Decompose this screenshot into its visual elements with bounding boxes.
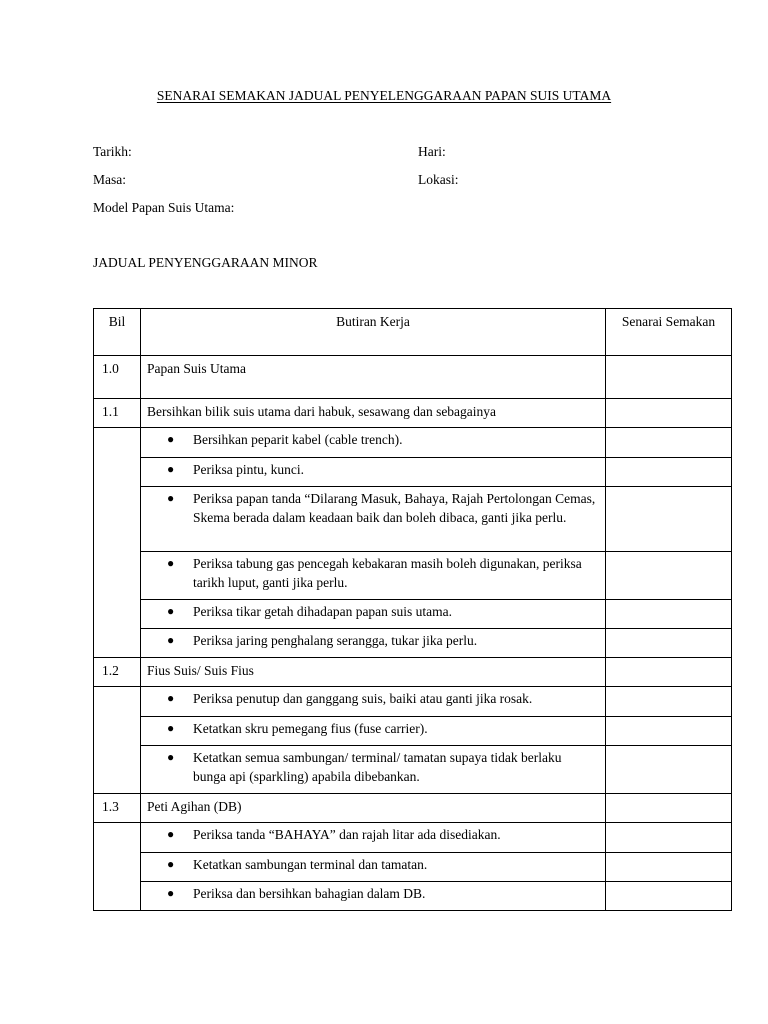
- table-row: [94, 552, 732, 600]
- bil-blank-cell: [94, 823, 141, 911]
- bullet-icon: ●: [167, 604, 175, 618]
- check-cell[interactable]: [606, 823, 732, 853]
- bullet-icon: ●: [167, 750, 175, 764]
- check-cell[interactable]: [606, 746, 732, 794]
- bullet-icon: ●: [167, 462, 175, 476]
- document-title: [0, 88, 768, 104]
- row-number: 1.1: [94, 399, 141, 428]
- document-title-text: SENARAI SEMAKAN JADUAL PENYELENGGARAAN PAPAN SUIS UTAMA: [156, 88, 612, 103]
- row-section-title: Peti Agihan (DB): [141, 794, 606, 823]
- field-tarikh: Tarikh:: [93, 144, 132, 159]
- table-row: [94, 487, 732, 552]
- table-row: [94, 600, 732, 629]
- checklist-table: [93, 308, 732, 911]
- table-row-1-2: [94, 658, 732, 687]
- table-row: [94, 853, 732, 882]
- field-hari: Hari:: [418, 144, 446, 159]
- bullet-icon: ●: [167, 857, 175, 871]
- row-number: 1.0: [94, 356, 141, 399]
- checklist-item: ● Periksa tabung gas pencegah kebakaran masih boleh digunakan, periksa tarikh luput, ganti jika perlu.: [141, 552, 606, 600]
- bullet-icon: ●: [167, 721, 175, 735]
- bullet-icon: ●: [167, 827, 175, 841]
- bil-blank-cell: [94, 428, 141, 658]
- table-row: [94, 458, 732, 487]
- checklist-item: ● Periksa tanda “BAHAYA” dan rajah litar ada disediakan.: [141, 823, 606, 853]
- check-cell[interactable]: [606, 717, 732, 746]
- table-header-row: [94, 309, 732, 356]
- checklist-item: ● Periksa pintu, kunci.: [141, 458, 606, 487]
- row-section-title: Fius Suis/ Suis Fius: [141, 658, 606, 687]
- check-cell[interactable]: [606, 356, 732, 399]
- table-row: [94, 687, 732, 717]
- bil-blank-cell: [94, 687, 141, 794]
- check-cell[interactable]: [606, 687, 732, 717]
- checklist-item: ● Periksa dan bersihkan bahagian dalam DB.: [141, 882, 606, 911]
- bullet-icon: ●: [167, 491, 175, 505]
- bullet-icon: ●: [167, 691, 175, 705]
- checklist-item: ● Bersihkan peparit kabel (cable trench).: [141, 428, 606, 458]
- field-masa: Masa:: [93, 172, 126, 187]
- checklist-item: ● Ketatkan sambungan terminal dan tamatan.: [141, 853, 606, 882]
- field-model: Model Papan Suis Utama:: [93, 200, 235, 215]
- checklist-item: ● Ketatkan semua sambungan/ terminal/ tamatan supaya tidak berlaku bunga api (sparkling) apabila dibebankan.: [141, 746, 606, 794]
- section-heading: JADUAL PENYENGGARAAN MINOR: [93, 255, 318, 270]
- check-cell[interactable]: [606, 629, 732, 658]
- table-row: [94, 717, 732, 746]
- table-row: [94, 823, 732, 853]
- checklist-item: ● Periksa papan tanda “Dilarang Masuk, Bahaya, Rajah Pertolongan Cemas, Skema berada dalam keadaan baik dan boleh dibaca, ganti jika perlu.: [141, 487, 606, 552]
- header-butiran: Butiran Kerja: [141, 309, 606, 356]
- check-cell[interactable]: [606, 399, 732, 428]
- bullet-icon: ●: [167, 556, 175, 570]
- bullet-icon: ●: [167, 633, 175, 647]
- check-cell[interactable]: [606, 428, 732, 458]
- checklist-item: ● Periksa penutup dan ganggang suis, baiki atau ganti jika rosak.: [141, 687, 606, 717]
- row-number: 1.2: [94, 658, 141, 687]
- bullet-icon: ●: [167, 432, 175, 446]
- header-senarai: Senarai Semakan: [606, 309, 732, 356]
- checklist-item: ● Periksa tikar getah dihadapan papan suis utama.: [141, 600, 606, 629]
- row-section-title: Papan Suis Utama: [141, 356, 606, 399]
- row-section-title: Bersihkan bilik suis utama dari habuk, sesawang dan sebagainya: [141, 399, 606, 428]
- bullet-icon: ●: [167, 886, 175, 900]
- table-row-1-1: [94, 399, 732, 428]
- check-cell[interactable]: [606, 487, 732, 552]
- header-bil: Bil: [94, 309, 141, 356]
- table-row-1-0: [94, 356, 732, 399]
- check-cell[interactable]: [606, 458, 732, 487]
- check-cell[interactable]: [606, 658, 732, 687]
- check-cell[interactable]: [606, 882, 732, 911]
- field-lokasi: Lokasi:: [418, 172, 459, 187]
- checklist-item: ● Periksa jaring penghalang serangga, tukar jika perlu.: [141, 629, 606, 658]
- check-cell[interactable]: [606, 853, 732, 882]
- check-cell[interactable]: [606, 600, 732, 629]
- check-cell[interactable]: [606, 552, 732, 600]
- table-row-1-3: [94, 794, 732, 823]
- table-row: [94, 629, 732, 658]
- row-number: 1.3: [94, 794, 141, 823]
- table-row: [94, 882, 732, 911]
- checklist-item: ● Ketatkan skru pemegang fius (fuse carrier).: [141, 717, 606, 746]
- table-row: [94, 428, 732, 458]
- check-cell[interactable]: [606, 794, 732, 823]
- table-row: [94, 746, 732, 794]
